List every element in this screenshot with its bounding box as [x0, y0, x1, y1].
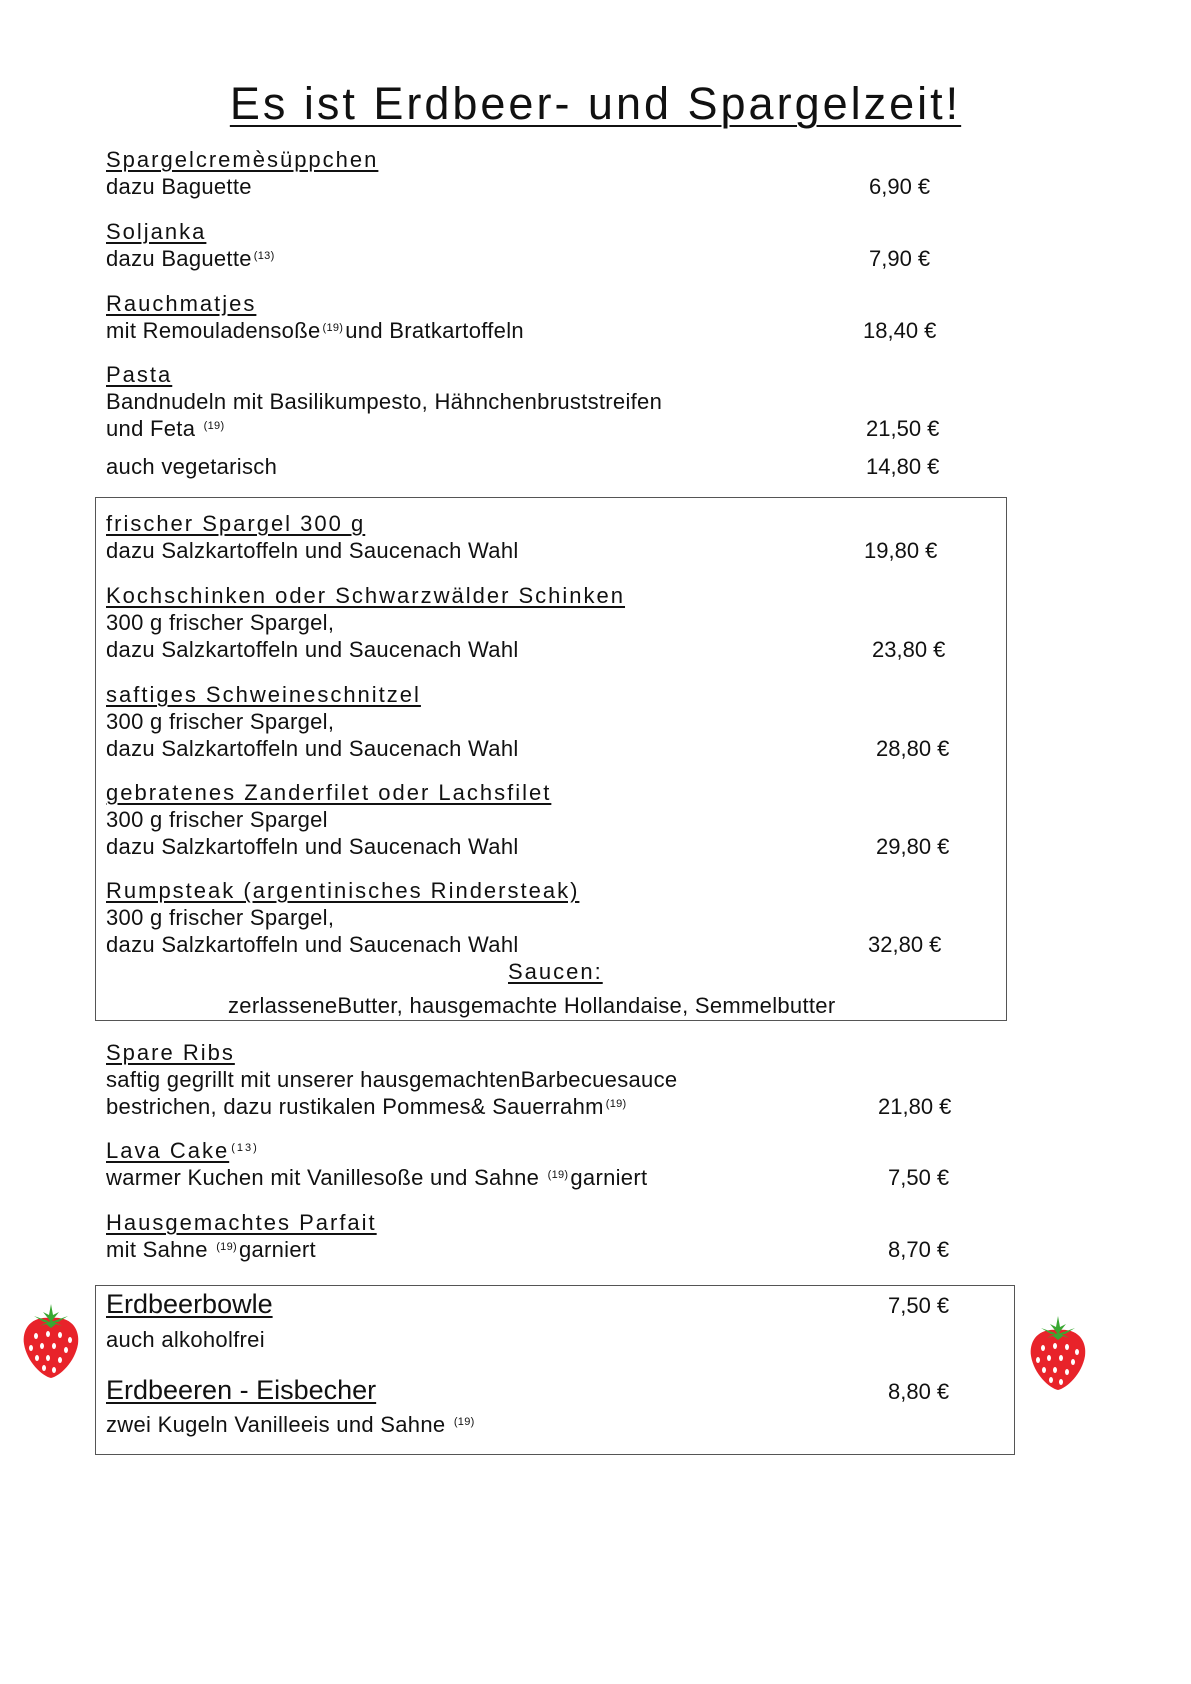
item-desc: dazu Salzkartoffeln und Saucenach Wahl	[106, 932, 519, 957]
strawberry-icon	[20, 1300, 82, 1385]
item-price: 19,80 €	[864, 538, 938, 563]
item-desc: mit Remouladensoße $^{(19)}$und Bratkartoffeln	[106, 318, 524, 343]
item-price: 23,80 €	[872, 637, 946, 662]
item-desc: dazu Salzkartoffeln und Saucenach Wahl	[106, 637, 519, 662]
item-price: 21,80 €	[878, 1094, 952, 1119]
item-desc: dazu Baguette $^{(13)}$	[106, 246, 275, 271]
footnote-mark: (19)	[203, 420, 225, 432]
item-name: saftiges Schweineschnitzel	[106, 682, 421, 707]
item-variant-price: 14,80 €	[866, 454, 940, 479]
item-price: 28,80 €	[876, 736, 950, 761]
footnote-mark: (19)	[453, 1416, 475, 1428]
item-price: 7,50 €	[888, 1165, 950, 1190]
item-name: Spare Ribs	[106, 1040, 235, 1065]
item-desc: saftig gegrillt mit unserer hausgemachtenBarbecuesauce	[106, 1067, 678, 1092]
item-desc: warmer Kuchen mit Vanillesoße und Sahne $^{(19)}$garniert	[106, 1165, 648, 1190]
strawberry-icon	[1027, 1312, 1089, 1397]
item-desc: 300 g frischer Spargel,	[106, 709, 335, 734]
item-name: Soljanka	[106, 219, 207, 244]
item-desc: 300 g frischer Spargel,	[106, 905, 335, 930]
item-desc: dazu Salzkartoffeln und Saucenach Wahl	[106, 834, 519, 859]
item-desc: auch alkoholfrei	[106, 1327, 265, 1352]
item-desc: dazu Salzkartoffeln und Saucenach Wahl	[106, 538, 519, 563]
item-price: 8,80 €	[888, 1379, 950, 1404]
item-desc: bestrichen, dazu rustikalen Pommes& Sauerrahm $^{(19)}$	[106, 1094, 627, 1119]
item-price: 29,80 €	[876, 834, 950, 859]
item-desc: zwei Kugeln Vanilleeis und Sahne $^{(19)}$	[106, 1412, 475, 1437]
item-name: Lava Cake $^{(13)}$	[106, 1138, 259, 1163]
item-price: 7,90 €	[869, 246, 931, 271]
item-name: Erdbeeren - Eisbecher	[106, 1375, 377, 1405]
item-name: Pasta	[106, 362, 173, 387]
item-variant: auch vegetarisch	[106, 454, 278, 479]
item-desc: 300 g frischer Spargel	[106, 807, 328, 832]
footnote-mark: (19)	[547, 1169, 569, 1181]
item-price: 18,40 €	[863, 318, 937, 343]
footnote-mark: (19)	[605, 1098, 627, 1110]
item-name: Rauchmatjes	[106, 291, 257, 316]
item-price: 32,80 €	[868, 932, 942, 957]
footnote-mark: (19)	[216, 1241, 237, 1253]
item-name: frischer Spargel 300 g	[106, 511, 366, 536]
item-desc: dazu Salzkartoffeln und Saucenach Wahl	[106, 736, 519, 761]
item-desc: und Feta $^{(19)}$	[106, 416, 225, 441]
footnote-mark: (13)	[253, 250, 275, 262]
footnote-mark: (13)	[231, 1142, 259, 1154]
item-price: 6,90 €	[869, 174, 931, 199]
sauces-heading: Saucen:	[508, 959, 603, 984]
item-name: Erdbeerbowle	[106, 1289, 273, 1319]
item-price: 21,50 €	[866, 416, 940, 441]
item-price: 8,70 €	[888, 1237, 950, 1262]
item-desc: 300 g frischer Spargel,	[106, 610, 335, 635]
item-desc: Bandnudeln mit Basilikumpesto, Hähnchenbruststreifen	[106, 389, 663, 414]
item-name: Spargelcremèsüppchen	[106, 147, 379, 172]
item-name: Kochschinken oder Schwarzwälder Schinken	[106, 583, 626, 608]
sauces-list: zerlasseneButter, hausgemachte Hollandaise, Semmelbutter	[228, 993, 836, 1018]
page-title: Es ist Erdbeer- und Spargelzeit!	[229, 78, 962, 129]
item-desc: mit Sahne $^{(19)}$garniert	[106, 1237, 316, 1262]
item-name: Hausgemachtes Parfait	[106, 1210, 377, 1235]
footnote-mark: (19)	[322, 322, 344, 334]
item-name: gebratenes Zanderfilet oder Lachsfilet	[106, 780, 552, 805]
item-price: 7,50 €	[888, 1293, 950, 1318]
item-name: Rumpsteak (argentinisches Rindersteak)	[106, 878, 580, 903]
item-desc: dazu Baguette	[106, 174, 252, 199]
